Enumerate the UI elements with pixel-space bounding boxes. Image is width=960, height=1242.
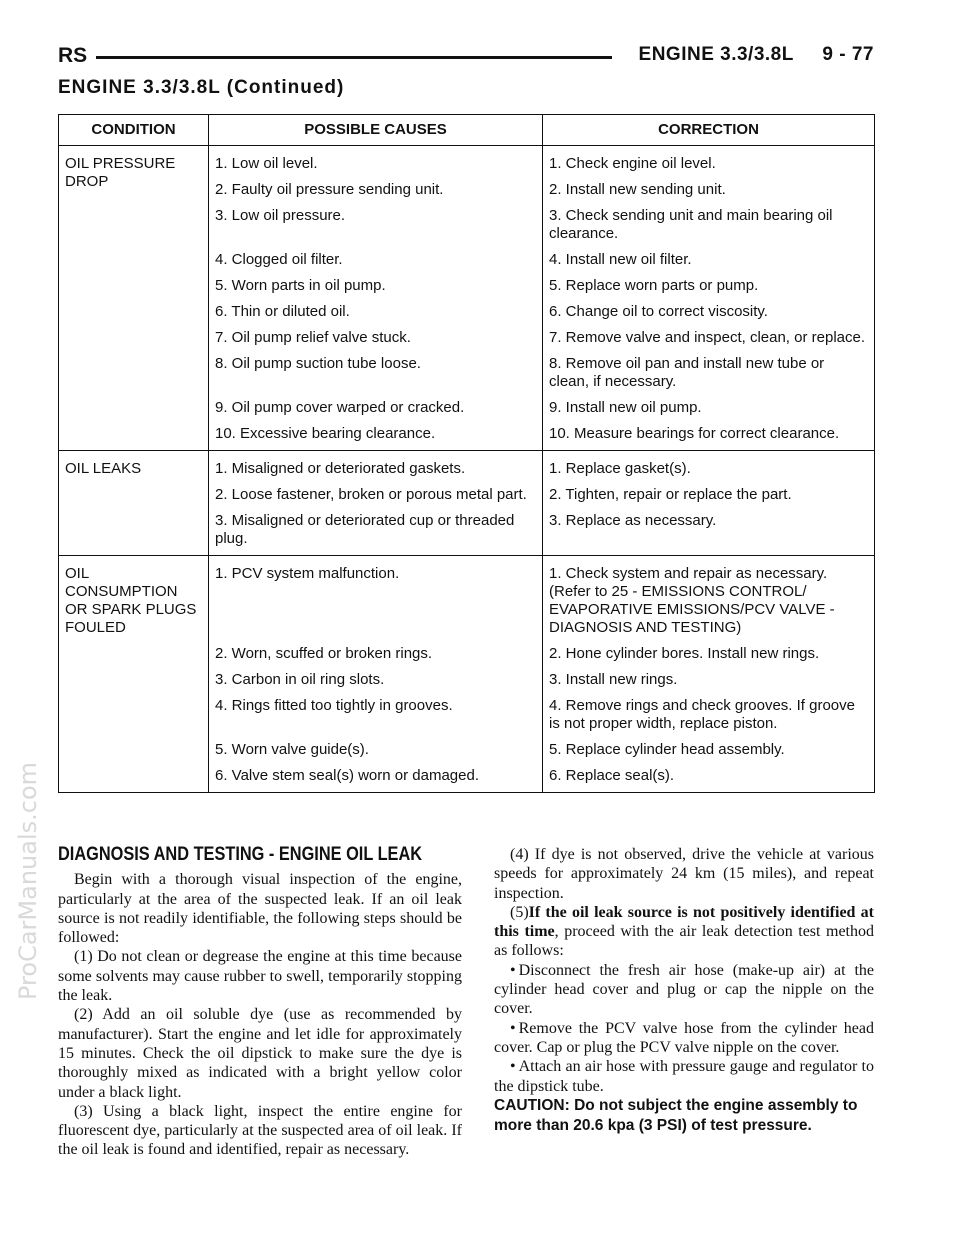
correction-cell: 1. Check system and repair as necessary. (Refer to 25 - EMISSIONS CONTROL/ EVAPORATIVE EMISSIONS/PCV VALVE - DIAGNOSIS AND TESTING) [543,556,875,642]
correction-cell: 3. Replace as necessary. [543,508,875,556]
step-2: (2) Add an oil soluble dye (use as recommended by manufacturer). Start the engine and let idle for approximately 15 minutes. Check the oil dipstick to make sure the dye is thoroughly mixed as indicated with a bright yellow color under a black light. [58,1006,462,1101]
correction-cell: 4. Install new oil filter. [543,247,875,273]
cause-cell: 4. Rings fitted too tightly in grooves. [209,693,543,737]
correction-cell: 7. Remove valve and inspect, clean, or replace. [543,325,875,351]
table-row [59,556,875,642]
intro-paragraph: Begin with a thorough visual inspection of the engine, particularly at the area of the suspected leak. If an oil leak source is not readily identifiable, the following steps should be followed: [58,871,462,947]
cause-cell: 1. Misaligned or deteriorated gaskets. [209,451,543,483]
table-row [59,146,875,178]
correction-cell: 1. Replace gasket(s). [543,451,875,483]
step-4: (4) If dye is not observed, drive the vehicle at various speeds for approximately 24 km (15 miles), and repeat inspection. [494,846,874,902]
condition-cell: OIL LEAKS [59,451,209,556]
cause-cell: 1. PCV system malfunction. [209,556,543,642]
continued-title: ENGINE 3.3/3.8L (Continued) [58,77,345,98]
correction-cell: 2. Install new sending unit. [543,177,875,203]
correction-cell: 4. Remove rings and check grooves. If groove is not proper width, replace piston. [543,693,875,737]
cause-cell: 5. Worn parts in oil pump. [209,273,543,299]
cause-cell: 1. Low oil level. [209,146,543,178]
cause-cell: 6. Valve stem seal(s) worn or damaged. [209,763,543,793]
correction-cell: 10. Measure bearings for correct clearance. [543,421,875,451]
cause-cell: 8. Oil pump suction tube loose. [209,351,543,395]
section-title: DIAGNOSIS AND TESTING - ENGINE OIL LEAK [58,844,423,865]
bullet-3: • Attach an air hose with pressure gauge and regulator to the dipstick tube. [494,1057,874,1096]
correction-cell: 3. Check sending unit and main bearing oil clearance. [543,203,875,247]
cause-cell: 4. Clogged oil filter. [209,247,543,273]
cause-cell: 3. Misaligned or deteriorated cup or threaded plug. [209,508,543,556]
correction-cell: 2. Tighten, repair or replace the part. [543,482,875,508]
step-1: (1) Do not clean or degrease the engine at this time because some solvents may cause rubber to swell, temporarily stopping the leak. [58,948,462,1005]
correction-cell: 8. Remove oil pan and install new tube or clean, if necessary. [543,351,875,395]
correction-cell: 1. Check engine oil level. [543,146,875,178]
step-5-number: (5) [510,903,529,921]
diagnosis-table [58,114,875,793]
table-body [59,146,875,793]
step-5-emphasis: If the oil leak source is not positively identified at this time [494,903,874,941]
cause-cell: 7. Oil pump relief valve stuck. [209,325,543,351]
correction-cell: 3. Install new rings. [543,667,875,693]
bullet-1: • Disconnect the fresh air hose (make-up air) at the cylinder head cover and plug or cap the nipple on the cover. [494,961,874,1019]
step-3: (3) Using a black light, inspect the entire engine for fluorescent dye, particularly at the suspected area of oil leak. If the oil leak is found and identified, repair as necessary. [58,1102,462,1159]
cause-cell: 3. Low oil pressure. [209,203,543,247]
caution-note: CAUTION: Do not subject the engine assembly to more than 20.6 kpa (3 PSI) of test pressure. [494,1096,858,1134]
table-header-row [59,115,875,146]
step-5-rest: , proceed with the air leak detection test method as follows: [494,923,875,960]
step-5 [494,903,874,961]
left-text-column [58,845,462,1160]
cause-cell: 6. Thin or diluted oil. [209,299,543,325]
condition-cell: OIL PRESSURE DROP [59,146,209,451]
page-header [58,44,874,70]
right-text-column [494,845,874,1136]
correction-cell: 6. Replace seal(s). [543,763,875,793]
header-rule [96,56,612,59]
cause-cell: 9. Oil pump cover warped or cracked. [209,395,543,421]
cause-cell: 2. Worn, scuffed or broken rings. [209,641,543,667]
cause-cell: 10. Excessive bearing clearance. [209,421,543,451]
correction-cell: 5. Replace cylinder head assembly. [543,737,875,763]
header-condition: CONDITION [59,115,209,146]
correction-cell: 2. Hone cylinder bores. Install new rings. [543,641,875,667]
header-page-reference: ENGINE 3.3/3.8L 9 - 77 [638,44,874,65]
bullet-2: • Remove the PCV valve hose from the cylinder head cover. Cap or plug the PCV valve nipple on the cover. [494,1019,874,1058]
cause-cell: 5. Worn valve guide(s). [209,737,543,763]
correction-cell: 9. Install new oil pump. [543,395,875,421]
cause-cell: 2. Loose fastener, broken or porous metal part. [209,482,543,508]
condition-cell: OIL CONSUMPTION OR SPARK PLUGS FOULED [59,556,209,793]
correction-cell: 6. Change oil to correct viscosity. [543,299,875,325]
table-row [59,451,875,483]
correction-cell: 5. Replace worn parts or pump. [543,273,875,299]
header-possible-causes: POSSIBLE CAUSES [209,115,543,146]
watermark: ProCarManuals.com [14,761,42,1000]
header-correction: CORRECTION [543,115,875,146]
cause-cell: 3. Carbon in oil ring slots. [209,667,543,693]
cause-cell: 2. Faulty oil pressure sending unit. [209,177,543,203]
header-section-code: RS [58,44,88,67]
